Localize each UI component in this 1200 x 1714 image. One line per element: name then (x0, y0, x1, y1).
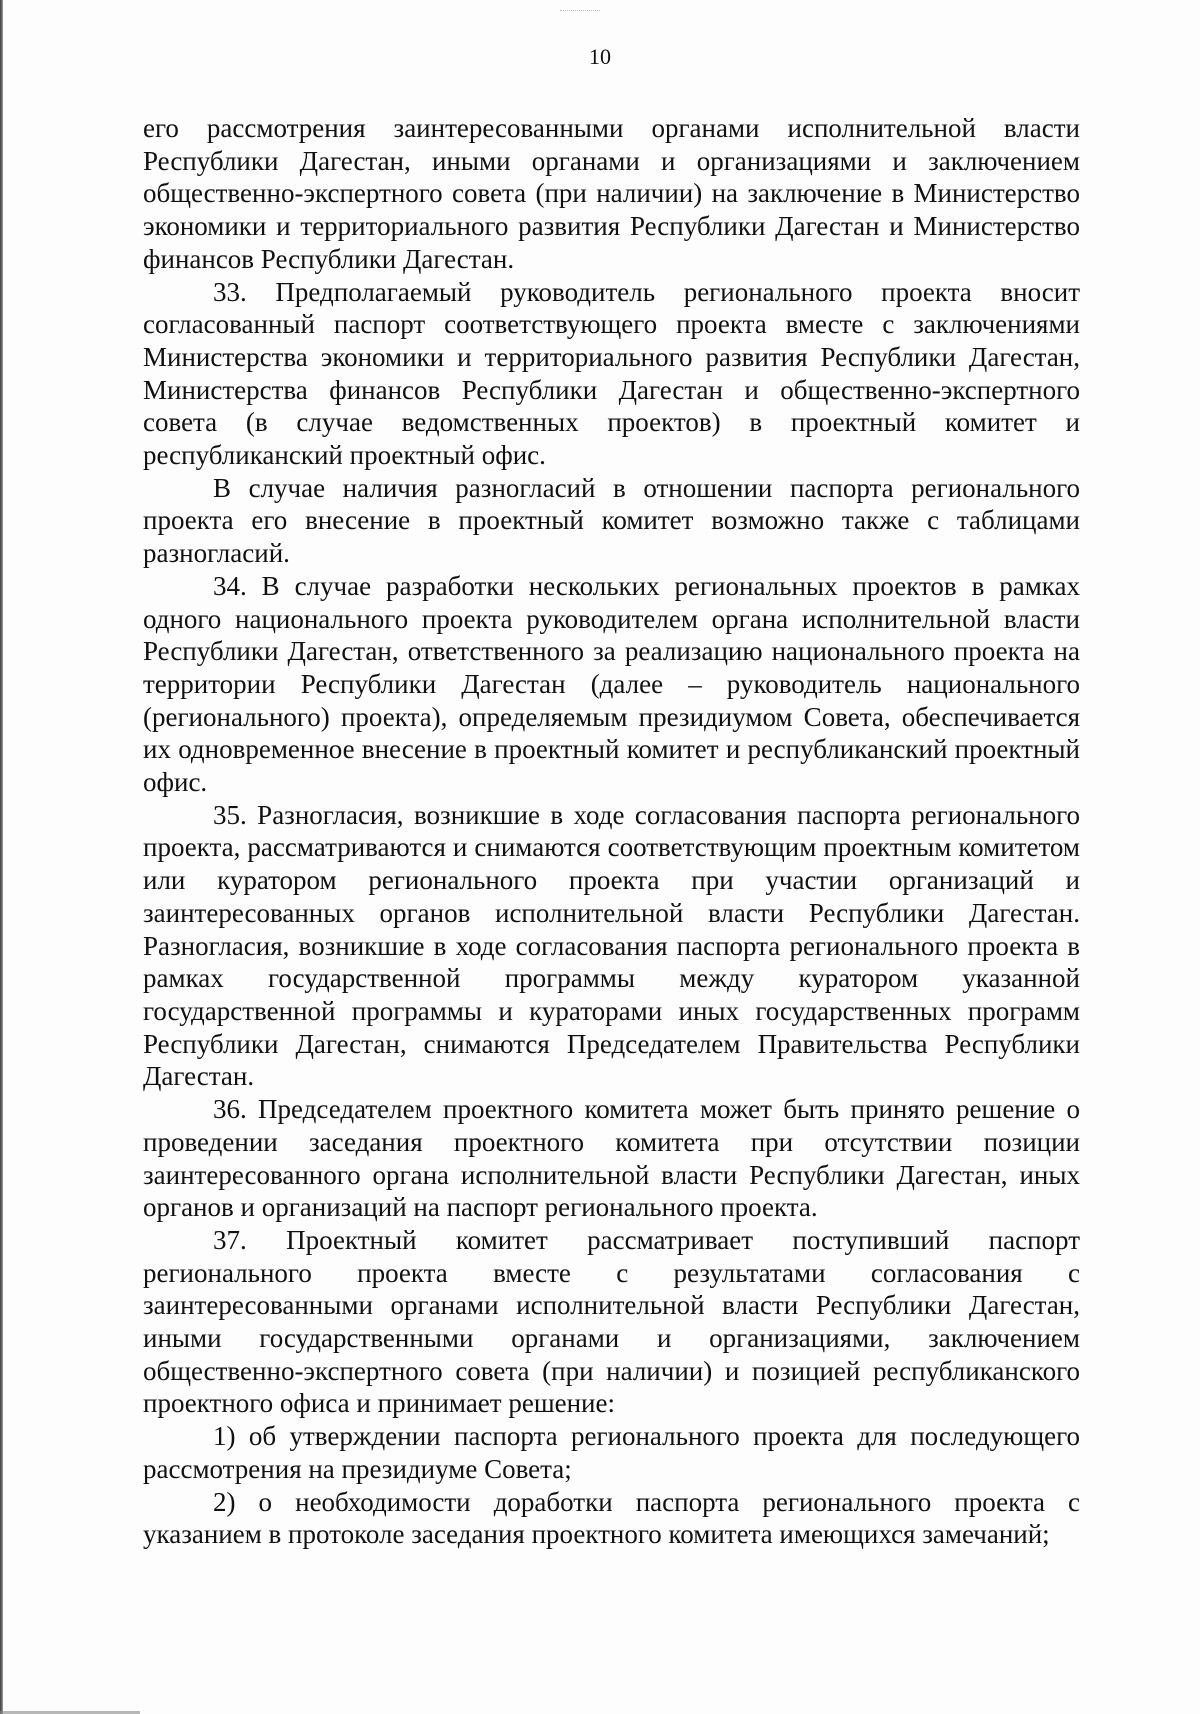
document-body (143, 112, 1080, 1551)
paragraph-33-disagreements: В случае наличия разногласий в отношении паспорта регионального проекта его внесение в проектный комитет возможно также с таблицами разногласий. (143, 472, 1080, 569)
scan-artifact (560, 10, 600, 13)
paragraph-36: 36. Председателем проектного комитета может быть принято решение о проведении заседания проектного комитета при отсутствии позиции заинтересованного органа исполнительной власти Республики Дагестан, иных органов и организаций на паспорт регионального проекта. (143, 1094, 1080, 1223)
paragraph-35: 35. Разногласия, возникшие в ходе согласования паспорта регионального проекта, рассматриваются и снимаются соответствующим проектным комитетом или куратором регионального проекта при участии организаций и заинтересованных органов исполнительной власти Республики Дагестан. Разногласия, возникшие в ходе согласования паспорта регионального проекта в рамках государственной программы между куратором указанной государственной программы и кураторами иных государственных программ Республики Дагестан, снимаются Председателем Правительства Республики Дагестан. (143, 799, 1080, 1092)
paragraph-37-item-2: 2) о необходимости доработки паспорта регионального проекта с указанием в протоколе заседания проектного комитета имеющихся замечаний; (143, 1486, 1080, 1550)
scan-edge (0, 0, 3, 1714)
paragraph-37: 37. Проектный комитет рассматривает поступивший паспорт регионального проекта вместе с результатами согласования с заинтересованными органами исполнительной власти Республики Дагестан, иными государственными органами и организациями, заключением общественно-экспертного совета (при наличии) и позицией республиканского проектного офиса и принимает решение: (143, 1224, 1080, 1419)
paragraph-37-item-1: 1) об утверждении паспорта регионального проекта для последующего рассмотрения на президиуме Совета; (143, 1421, 1080, 1484)
paragraph-continuation: его рассмотрения заинтересованными органами исполнительной власти Республики Дагестан, иными органами и организациями и заключением общественно-экспертного совета (при наличии) на заключение в Министерство экономики и территориального развития Республики Дагестан и Министерство финансов Республики Дагестан. (143, 113, 1080, 274)
paragraph-33: 33. Предполагаемый руководитель регионального проекта вносит согласованный паспорт соответствующего проекта вместе с заключениями Министерства экономики и территориального развития Республики Дагестан, Министерства финансов Республики Дагестан и общественно-экспертного совета (в случае ведомственных проектов) в проектный комитет и республиканский проектный офис. (143, 276, 1080, 471)
page-number: 10 (589, 44, 611, 69)
paragraph-34: 34. В случае разработки нескольких региональных проектов в рамках одного национального проекта руководителем органа исполнительной власти Республики Дагестан, ответственного за реализацию национального проекта на территории Республики Дагестан (далее – руководитель национального (регионального) проекта), определяемым президиумом Совета, обеспечивается их одновременное внесение в проектный комитет и республиканский проектный офис. (143, 570, 1080, 798)
